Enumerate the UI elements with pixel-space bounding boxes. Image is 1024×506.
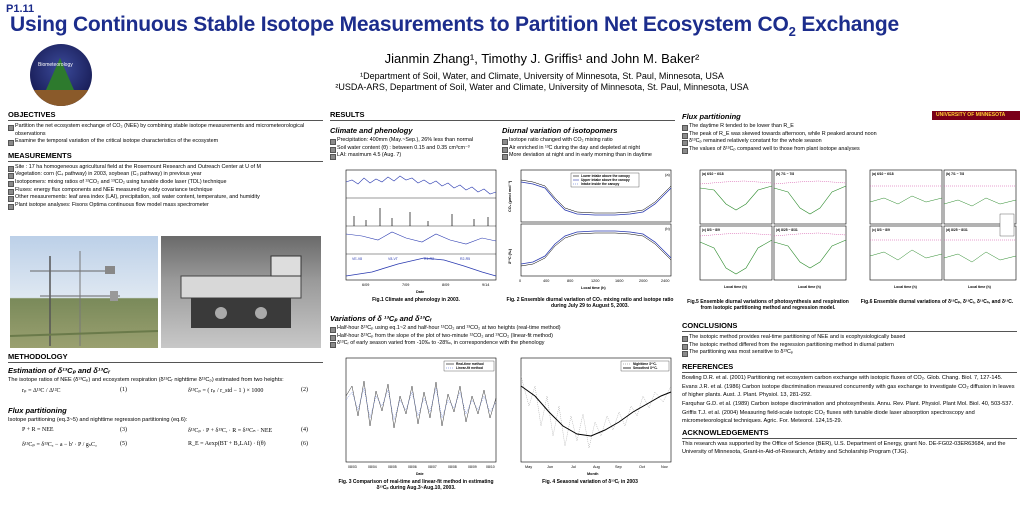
variations-item: Half-hour δ¹³Cₚ using eq.1~2 and half-hour ¹²CO₂ and ¹³CO₂ at two heights (real-time method) bbox=[330, 325, 675, 333]
header bbox=[0, 0, 1024, 106]
fig5-xlabel: Local time (h) bbox=[798, 285, 821, 289]
tower-photo bbox=[10, 236, 158, 348]
fig2-xlabel: Local time (h) bbox=[581, 286, 606, 290]
fig2-panel-b-label: (b) bbox=[665, 226, 670, 231]
tower-illustration bbox=[10, 236, 158, 348]
climate-item: Soil water content (θ) : between 0.15 and 0.35 cm³cm⁻³ bbox=[330, 145, 500, 153]
column-1 bbox=[8, 110, 323, 209]
fig3-xtick: 08/05 bbox=[388, 465, 397, 469]
fig4-seasonal-chart bbox=[505, 356, 675, 478]
authors: Jianmin Zhang¹, Timothy J. Griffis¹ and John M. Baker² bbox=[384, 51, 700, 66]
conclusion-item: The partitioning was most sensitive to δ¹³Cₚ bbox=[682, 349, 1017, 357]
fig4-frame bbox=[521, 358, 671, 462]
references-heading: REFERENCES bbox=[682, 362, 1017, 373]
fig4-xtick: Nov bbox=[661, 465, 668, 469]
poster-title: Using Continuous Stable Isotope Measurements to Partition Net Ecosystem $CO_2$ Exchange bbox=[10, 13, 899, 40]
fig4-xtick: May bbox=[525, 465, 533, 469]
logo-text: Biometeorology bbox=[38, 62, 73, 68]
diurnal-heading: Diurnal variation of isotopomers bbox=[502, 126, 618, 135]
partition-heading: Flux partitioning bbox=[682, 112, 741, 121]
equation-row-3 bbox=[8, 439, 323, 457]
equation-2-number: (2) bbox=[301, 386, 308, 393]
fig4-xtick: Jul bbox=[571, 465, 576, 469]
variations-item: δ¹³Cᵣ of early season varied from -10‰ to -28‰, in correspondence with the phenology bbox=[330, 340, 675, 348]
fig5-panel-label: (d) 8/25 ~ 8/31 bbox=[776, 228, 798, 232]
equation-row-1 bbox=[8, 385, 323, 403]
fig2-xtick: 1200 bbox=[591, 279, 600, 283]
fig2-xtick: 2400 bbox=[661, 279, 670, 283]
variations-item: Half-hour δ¹³Cₚ from the slope of the plot of two-minute ¹²CO₂ and ¹³CO₂ (linear-fit method) bbox=[330, 333, 675, 341]
fig4-xtick: Oct bbox=[639, 465, 645, 469]
fig1-stage-label: V8-VT bbox=[388, 257, 398, 261]
fig5-panel-label: (c) 8/3 ~ 8/9 bbox=[702, 228, 720, 232]
equation-4-number: (4) bbox=[301, 426, 308, 433]
fig5-panel-label: (b) 7/1 ~ 7/8 bbox=[776, 172, 795, 176]
fig1-stage-label: R1-R2 bbox=[424, 257, 435, 261]
fig2-ylabel-bottom: δ¹³C (‰) bbox=[508, 249, 512, 264]
fig4-legend-entry: Nighttime δ¹³Cᵣ bbox=[633, 362, 657, 366]
diurnal-item: Air enriched in ¹³C during the day and depleted at night bbox=[502, 145, 675, 153]
equation-2: δ¹³Cₚ = ( rₚ / r_std − 1 ) × 1000 bbox=[188, 387, 264, 394]
fig4-xtick: Aug bbox=[593, 465, 600, 469]
fig1-xtick: 8/09 bbox=[442, 283, 450, 287]
fig1-stage-label: VE-V8 bbox=[352, 257, 363, 261]
measurements-heading: MEASUREMENTS bbox=[8, 151, 323, 162]
fig5-xlabel: Local time (h) bbox=[724, 285, 747, 289]
instrument-photo bbox=[161, 236, 321, 348]
reference-item: Farquhar G.D. et al. (1989) Carbon isotope discrimination and photosynthesis. Annu. Rev. Plant. Physiol. Plant Mol. Biol. 40, 503-537. bbox=[682, 401, 1014, 407]
fig4-xlabel: Month bbox=[587, 472, 599, 476]
measurement-item: Vegetation: corn (C₄ pathway) in 2003, soybean (C₃ pathway) in previous year bbox=[8, 171, 323, 179]
equation-4: δ¹³Cₚ · P + δ¹³Cᵣ · R = δ¹³Cₙ · NEE bbox=[188, 427, 273, 434]
equation-5-number: (5) bbox=[120, 440, 127, 447]
fig2-legend-entry: Lower intake above the canopy bbox=[581, 174, 630, 178]
fig6-isotope-chart bbox=[854, 168, 1020, 296]
estimation-text: The isotope ratios of NEE (δ¹³Cₚ) and ecosystem respiration (δ¹³Cᵣ nighttime δ¹³Cₚ) estimated from two heights: bbox=[8, 377, 284, 383]
variations-block bbox=[330, 311, 675, 348]
acknowledgements-heading: ACKNOWLEDGEMENTS bbox=[682, 428, 1017, 439]
column-3 bbox=[682, 110, 1017, 153]
objectives-heading: OBJECTIVES bbox=[8, 110, 323, 121]
conclusion-item: The isotopic method differed from the regression partitioning method in diurnal pattern bbox=[682, 342, 1017, 350]
measurement-item: Isotopomers: mixing ratios of ¹²CO₂ and ¹³CO₂ using tunable diode laser (TDL) technique bbox=[8, 179, 323, 187]
fig2-panel-b-frame bbox=[521, 224, 671, 276]
fig2-diurnal-chart bbox=[505, 168, 675, 298]
fig1-frame bbox=[346, 170, 496, 280]
fig6-panel-label: (b) 7/1 ~ 7/8 bbox=[946, 172, 965, 176]
reference-item: Griffis T.J. et al. (2004) Measuring field-scale isotopic CO₂ fluxes with tunable diode laser absorption spectroscopy and micrometeorological techniques. Agric. For. Meteorol. 124,15-29. bbox=[682, 410, 975, 424]
fig3-xlabel: Date bbox=[416, 472, 424, 476]
fig3-xtick: 08/09 bbox=[468, 465, 477, 469]
partition-item: δ¹³Cₚ remained relatively constant for the whole season bbox=[682, 138, 1017, 146]
fig3-xtick: 08/04 bbox=[368, 465, 377, 469]
fig2-legend-entry: Intake inside the canopy bbox=[581, 182, 620, 186]
fig1-climate-chart bbox=[332, 168, 500, 298]
results-heading: RESULTS bbox=[330, 110, 675, 121]
fig2-xtick: 2000 bbox=[639, 279, 648, 283]
fig6-xlabel: Local time (h) bbox=[968, 285, 991, 289]
fig2-xtick: 0 bbox=[519, 279, 522, 283]
fig6-xlabel: Local time (h) bbox=[894, 285, 917, 289]
fig3-xtick: 08/10 bbox=[486, 465, 495, 469]
objective-item: Partition the net ecosystem exchange of CO₂ (NEE) by combining stable isotope measurements and micrometeorological observations bbox=[8, 123, 323, 138]
equation-5: δ¹³Cₚ = δ¹³Cₐ − a − b' · P / gₛCₐ bbox=[22, 441, 97, 448]
fig6-panel-label: (a) 6/10 ~ 6/18 bbox=[872, 172, 894, 176]
estimation-heading: Estimation of δ¹³Cₚ and δ¹³Cᵣ bbox=[8, 366, 111, 375]
fig4-xtick: Sep bbox=[615, 465, 622, 469]
fig3-xtick: 08/08 bbox=[448, 465, 457, 469]
diurnal-item: Isotope ratio changed with CO₂ mixing ratio bbox=[502, 137, 675, 145]
fig6-legend-box bbox=[1000, 214, 1014, 236]
fig1-stage-label: R2-R5 bbox=[460, 257, 471, 261]
conclusions-section bbox=[682, 321, 1017, 458]
fig6-caption: Fig.6 Ensemble diurnal variations of δ¹³Cₚ, δ¹³Cᵣ, δ¹³Cₙ, and δ¹³C. bbox=[860, 299, 1014, 305]
umn-badge: UNIVERSITY OF MINNESOTA bbox=[932, 111, 1020, 120]
fig5-panel-frame bbox=[774, 226, 846, 280]
fig2-xtick: 1600 bbox=[615, 279, 624, 283]
fig5-panel-frame bbox=[774, 170, 846, 224]
measurement-item: Other measurements: leaf area index (LAI), precipitation, soil water content, temperature, and humidity bbox=[8, 194, 323, 202]
fig2-ylabel-top: CO₂ (μmol mol⁻¹) bbox=[508, 180, 512, 212]
equation-row-2 bbox=[8, 425, 323, 439]
equation-6: R_E = Aexp(BT + B₂LAI) · f(θ) bbox=[188, 440, 266, 447]
conclusions-heading: CONCLUSIONS bbox=[682, 321, 1017, 332]
ground-shape bbox=[30, 90, 92, 106]
variations-heading: Variations of δ ¹³Cₚ and δ¹³Cᵣ bbox=[330, 314, 433, 323]
reference-item: Bowling D.R. et al. (2001) Partitioning net ecosystem carbon exchange with isotopic fluxes of CO₂. Glob. Chang. Biol. 7, 127-145. bbox=[682, 374, 1003, 381]
fig4-legend-entry: Smoothed δ¹³Cᵣ bbox=[633, 366, 658, 370]
partition-item: The daytime R tended to be lower than R_E bbox=[682, 123, 1017, 131]
objective-item: Examine the temporal variation of the critical isotope characteristics of the ecosystem bbox=[8, 138, 323, 146]
poster-id: P1.11 bbox=[6, 3, 35, 15]
instrument-illustration bbox=[161, 236, 321, 348]
fig1-xtick: 9/14 bbox=[482, 283, 490, 287]
fig5-panel-frame bbox=[700, 226, 772, 280]
equation-3: P + R = NEE bbox=[22, 426, 54, 433]
fig1-caption: Fig.1 Climate and phenology in 2003. bbox=[372, 297, 460, 303]
measurement-item: Plant isotope analyses: Fisons Optima continuous flow model mass spectrometer bbox=[8, 202, 323, 210]
fig3-legend-entry: Linear-fit method bbox=[456, 366, 483, 370]
fig2-xtick: 400 bbox=[543, 279, 550, 283]
affiliation-1: ¹Department of Soil, Water, and Climate, University of Minnesota, St. Paul, Minnesota, USA bbox=[360, 71, 724, 81]
diurnal-item: More deviation at night and in early morning than in daytime bbox=[502, 152, 675, 160]
partition-item: The values of δ¹³Cₚ compared well to those from plant isotope analyses bbox=[682, 146, 1017, 154]
methodology-heading: METHODOLOGY bbox=[8, 352, 323, 363]
equation-6-number: (6) bbox=[301, 440, 308, 447]
fig4-xtick: Jun bbox=[547, 465, 554, 469]
fig5-panel-frame bbox=[700, 170, 772, 224]
fig5-partitioning-chart bbox=[684, 168, 852, 296]
affiliation-2: ²USDA-ARS, Department of Soil, Water and Climate, University of Minnesota, St. Paul, Minnesota, USA bbox=[335, 82, 749, 92]
fig3-xtick: 08/03 bbox=[348, 465, 357, 469]
fig3-xtick: 08/07 bbox=[428, 465, 437, 469]
fig3-caption: Fig. 3 Comparison of real-time and linear-fit method in estimating δ¹³Cₚ during Aug.3~Aug.10, 2003. bbox=[338, 479, 494, 491]
fig6-panel-label: (d) 8/25 ~ 8/31 bbox=[946, 228, 968, 232]
fig2-panel-a-label: (a) bbox=[665, 172, 670, 177]
flux-partitioning-heading: Flux partitioning bbox=[8, 405, 67, 415]
equation-3-number: (3) bbox=[120, 426, 127, 433]
climate-item: Precipitation: 400mm (May.~Sep.), 26% less than normal bbox=[330, 137, 500, 145]
fig3-legend-entry: Real-time method bbox=[456, 362, 484, 366]
fig6-panel-label: (c) 8/3 ~ 8/9 bbox=[872, 228, 890, 232]
climate-block bbox=[330, 123, 500, 160]
fig2-xtick: 800 bbox=[567, 279, 574, 283]
fig2-caption: Fig. 2 Ensemble diurnal variation of CO₂ mixing ratio and isotope ratio during July 29 to August 5, 2003. bbox=[506, 297, 674, 309]
fig4-caption: Fig. 4 Seasonal variation of δ¹³Cᵣ in 2003 bbox=[542, 479, 638, 485]
methodology-section bbox=[8, 352, 323, 457]
fig5-caption: Fig.5 Ensemble diurnal variations of photosynthesis and respiration from isotopic partitioning method and regression model. bbox=[687, 299, 849, 311]
fig1-xlabel: Date bbox=[416, 290, 425, 294]
diurnal-block bbox=[502, 123, 675, 160]
measurement-item: Fluxes: energy flux components and NEE measured by eddy covariance technique bbox=[8, 187, 323, 195]
equation-1: rₚ = Δ¹³C / Δ¹²C bbox=[22, 387, 61, 394]
partition-item: The peak of R_E was skewed towards afternoon, while R peaked around noon bbox=[682, 131, 1017, 139]
reference-item: Evans J.R. et al. (1986) Carbon isotope discrimination measured concurrently with gas exchange to investigate CO₂ diffusion in leaves of higher plants. Aust. J. Plant. Physiol. 13, 281-292. bbox=[682, 384, 1015, 398]
fig3-comparison-chart bbox=[332, 356, 500, 478]
conclusion-item: The isotopic method provides real-time partitioning of NEE and is ecophysiologically based bbox=[682, 334, 1017, 342]
fig2-legend-entry: Upper intake above the canopy bbox=[581, 178, 630, 182]
fig6-panel-frame bbox=[870, 170, 942, 224]
acknowledgements-text: This research was supported by the Office of Science (BER), U.S. Department of Energy, grant No. DE-FG02-03ER63684, and the University of Minnesota, Grant-in-Aid-of-Research, Artistry and Scholarship Program (TJG). bbox=[682, 441, 1006, 455]
fig3-xtick: 08/06 bbox=[408, 465, 417, 469]
equation-1-number: (1) bbox=[120, 386, 127, 393]
fig1-xtick: 6/09 bbox=[362, 283, 370, 287]
flux-partitioning-text: Isotope partitioning (eq.3~5) and nighttime regression partitioning (eq.6): bbox=[8, 416, 188, 423]
measurement-item: Site : 17 ha homogeneous agricultural field at the Rosemount Research and Outreach Center at U of M bbox=[8, 164, 323, 172]
fig1-xtick: 7/09 bbox=[402, 283, 410, 287]
climate-heading: Climate and phenology bbox=[330, 126, 413, 135]
climate-item: LAI: maximum 4.5 (Aug. 7) bbox=[330, 152, 500, 160]
fig5-panel-label: (a) 6/10 ~ 6/18 bbox=[702, 172, 724, 176]
